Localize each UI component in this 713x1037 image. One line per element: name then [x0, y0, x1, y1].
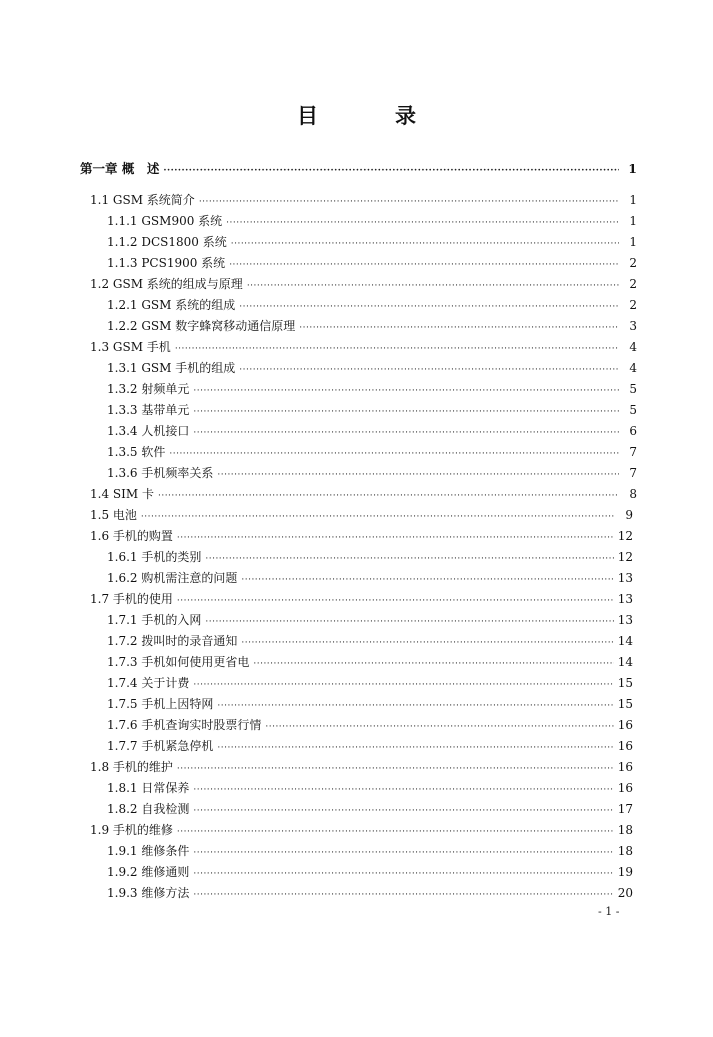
toc-entry[interactable] [107, 233, 637, 251]
toc-entry[interactable] [90, 485, 637, 503]
toc-leader-dots [241, 571, 613, 589]
toc-entry-title: 1.2.1 GSM 系统的组成 [107, 298, 236, 312]
toc-entry-title: 1.6 手机的购置 [90, 529, 173, 543]
toc-entry-title: 1.8 手机的维护 [90, 760, 173, 774]
page-title: 目 录 [297, 104, 444, 128]
toc-entry-page: 6 [629, 424, 637, 438]
toc-entry-title: 1.7.7 手机紧急停机 [107, 739, 214, 753]
toc-leader-dots [193, 424, 619, 442]
toc-entry-title: 1.7.2 拨叫时的录音通知 [107, 634, 238, 648]
toc-entry[interactable] [107, 800, 633, 818]
toc-entry[interactable] [107, 464, 637, 482]
toc-entry-page: 13 [617, 592, 633, 606]
toc-entry-page: 16 [617, 718, 633, 732]
toc-entry[interactable] [107, 653, 633, 671]
toc-leader-dots [241, 634, 613, 652]
toc-leader-dots [205, 613, 613, 631]
toc-leader-dots [299, 319, 619, 337]
toc-entry[interactable] [90, 527, 633, 545]
toc-leader-dots [265, 718, 613, 736]
toc-entry-title: 1.5 电池 [90, 508, 137, 522]
toc-leader-dots [177, 823, 614, 841]
toc-entry-page: 2 [629, 298, 637, 312]
toc-entry[interactable] [107, 569, 633, 587]
toc-entry[interactable] [107, 296, 637, 314]
toc-entry-page: 1 [629, 214, 637, 228]
toc-entry[interactable] [107, 737, 633, 755]
toc-entry-page: 13 [617, 571, 633, 585]
toc-entry-page: 14 [617, 655, 633, 669]
toc-entry-page: 4 [629, 361, 637, 375]
toc-entry-page: 4 [629, 340, 637, 354]
toc-entry[interactable] [80, 160, 637, 178]
toc-entry-title: 1.7.5 手机上因特网 [107, 697, 214, 711]
toc-entry-title: 1.7.3 手机如何使用更省电 [107, 655, 250, 669]
toc-leader-dots [193, 403, 619, 421]
toc-entry-title: 1.3.3 基带单元 [107, 403, 190, 417]
toc-entry-title: 1.9 手机的维修 [90, 823, 173, 837]
toc-entry[interactable] [90, 758, 633, 776]
toc-entry[interactable] [90, 338, 637, 356]
toc-leader-dots [205, 550, 613, 568]
toc-leader-dots [169, 445, 619, 463]
toc-entry-page: 9 [625, 508, 633, 522]
toc-entry[interactable] [107, 317, 637, 335]
toc-entry-title: 1.7.1 手机的入网 [107, 613, 202, 627]
toc-entry-title: 1.1.3 PCS1900 系统 [107, 256, 226, 270]
toc-entry-title: 1.9.3 维修方法 [107, 886, 190, 900]
toc-entry[interactable] [107, 716, 633, 734]
toc-entry-page: 2 [629, 256, 637, 270]
toc-entry-page: 12 [617, 529, 633, 543]
toc-entry-title: 1.2 GSM 系统的组成与原理 [90, 277, 243, 291]
toc-entry[interactable] [107, 695, 633, 713]
toc-entry-title: 1.1 GSM 系统简介 [90, 193, 195, 207]
toc-entry[interactable] [107, 380, 637, 398]
toc-entry-page: 5 [629, 403, 637, 417]
toc-leader-dots [229, 256, 619, 274]
toc-entry-title: 1.7.6 手机查询实时股票行情 [107, 718, 262, 732]
toc-entry[interactable] [90, 590, 633, 608]
toc-entry-title: 1.6.2 购机需注意的问题 [107, 571, 238, 585]
toc-entry-title: 1.3 GSM 手机 [90, 340, 171, 354]
toc-entry-page: 20 [617, 886, 633, 900]
toc-entry-title: 1.3.2 射频单元 [107, 382, 190, 396]
toc-leader-dots [217, 697, 613, 715]
toc-entry-page: 16 [617, 781, 633, 795]
toc-entry-title: 1.4 SIM 卡 [90, 487, 154, 501]
toc-entry[interactable] [107, 212, 637, 230]
toc-entry-title: 1.6.1 手机的类别 [107, 550, 202, 564]
toc-entry[interactable] [107, 632, 633, 650]
toc-entry-page: 2 [629, 277, 637, 291]
toc-entry[interactable] [107, 422, 637, 440]
toc-leader-dots [177, 592, 614, 610]
toc-leader-dots [193, 382, 619, 400]
toc-entry[interactable] [107, 611, 633, 629]
toc-entry-page: 18 [617, 823, 633, 837]
toc-entry-page: 1 [628, 161, 637, 176]
toc-leader-dots [226, 214, 619, 232]
toc-entry-title: 1.9.1 维修条件 [107, 844, 190, 858]
toc-leader-dots [193, 844, 613, 862]
toc-entry-title: 1.1.2 DCS1800 系统 [107, 235, 227, 249]
toc-leader-dots [193, 886, 613, 904]
toc-entry-title: 1.8.2 自我检测 [107, 802, 190, 816]
toc-entry[interactable] [107, 548, 633, 566]
toc-leader-dots [175, 340, 619, 358]
toc-entry-page: 15 [617, 697, 633, 711]
toc-entry-page: 5 [629, 382, 637, 396]
toc-leader-dots [239, 361, 619, 379]
toc-leader-dots [239, 298, 619, 316]
toc-leader-dots [177, 760, 614, 778]
toc-entry[interactable] [107, 254, 637, 272]
toc-entry[interactable] [90, 506, 633, 524]
toc-entry-page: 1 [629, 235, 637, 249]
toc-entry-page: 1 [629, 193, 637, 207]
toc-entry-page: 19 [617, 865, 633, 879]
toc-entry[interactable] [90, 821, 633, 839]
toc-leader-dots [247, 277, 619, 295]
toc-entry-title: 1.2.2 GSM 数字蜂窝移动通信原理 [107, 319, 296, 333]
toc-entry-title: 1.1.1 GSM900 系统 [107, 214, 223, 228]
toc-leader-dots [231, 235, 619, 253]
toc-entry-page: 18 [617, 844, 633, 858]
toc-entry-title: 第一章 概 述 [80, 161, 160, 176]
toc-entry[interactable] [107, 779, 633, 797]
toc-entry-page: 16 [617, 760, 633, 774]
toc-leader-dots [217, 739, 613, 757]
toc-entry-title: 1.3.1 GSM 手机的组成 [107, 361, 236, 375]
toc-entry-title: 1.9.2 维修通则 [107, 865, 190, 879]
toc-entry[interactable] [107, 674, 633, 692]
toc-entry-title: 1.3.5 软件 [107, 445, 166, 459]
toc-leader-dots [253, 655, 613, 673]
toc-leader-dots [177, 529, 614, 547]
toc-entry[interactable] [107, 359, 637, 377]
toc-entry-title: 1.3.4 人机接口 [107, 424, 190, 438]
toc-entry-title: 1.8.1 日常保养 [107, 781, 190, 795]
page-number: - 1 - [598, 905, 620, 918]
toc-leader-dots [158, 487, 619, 505]
toc-entry-page: 8 [629, 487, 637, 501]
toc-entry-page: 15 [617, 676, 633, 690]
toc-leader-dots [193, 865, 613, 883]
toc-leader-dots [163, 162, 619, 180]
toc-entry-page: 3 [629, 319, 637, 333]
toc-entry-title: 1.3.6 手机频率关系 [107, 466, 214, 480]
toc-leader-dots [141, 508, 615, 526]
toc-entry-page: 17 [617, 802, 633, 816]
toc-entry[interactable] [107, 443, 637, 461]
toc-entry-page: 7 [629, 466, 637, 480]
toc-entry[interactable] [90, 275, 637, 293]
toc-entry-page: 16 [617, 739, 633, 753]
toc-entry[interactable] [90, 191, 637, 209]
toc-entry[interactable] [107, 863, 633, 881]
toc-entry-page: 14 [617, 634, 633, 648]
toc-entry[interactable] [107, 842, 633, 860]
toc-entry[interactable] [107, 884, 633, 902]
toc-entry[interactable] [107, 401, 637, 419]
toc-entry-page: 7 [629, 445, 637, 459]
toc-entry-title: 1.7.4 关于计费 [107, 676, 190, 690]
toc-leader-dots [193, 802, 613, 820]
toc-leader-dots [193, 676, 613, 694]
toc-leader-dots [193, 781, 613, 799]
toc-entry-page: 13 [617, 613, 633, 627]
toc-leader-dots [217, 466, 619, 484]
toc-leader-dots [199, 193, 619, 211]
toc-entry-page: 12 [617, 550, 633, 564]
toc-entry-title: 1.7 手机的使用 [90, 592, 173, 606]
